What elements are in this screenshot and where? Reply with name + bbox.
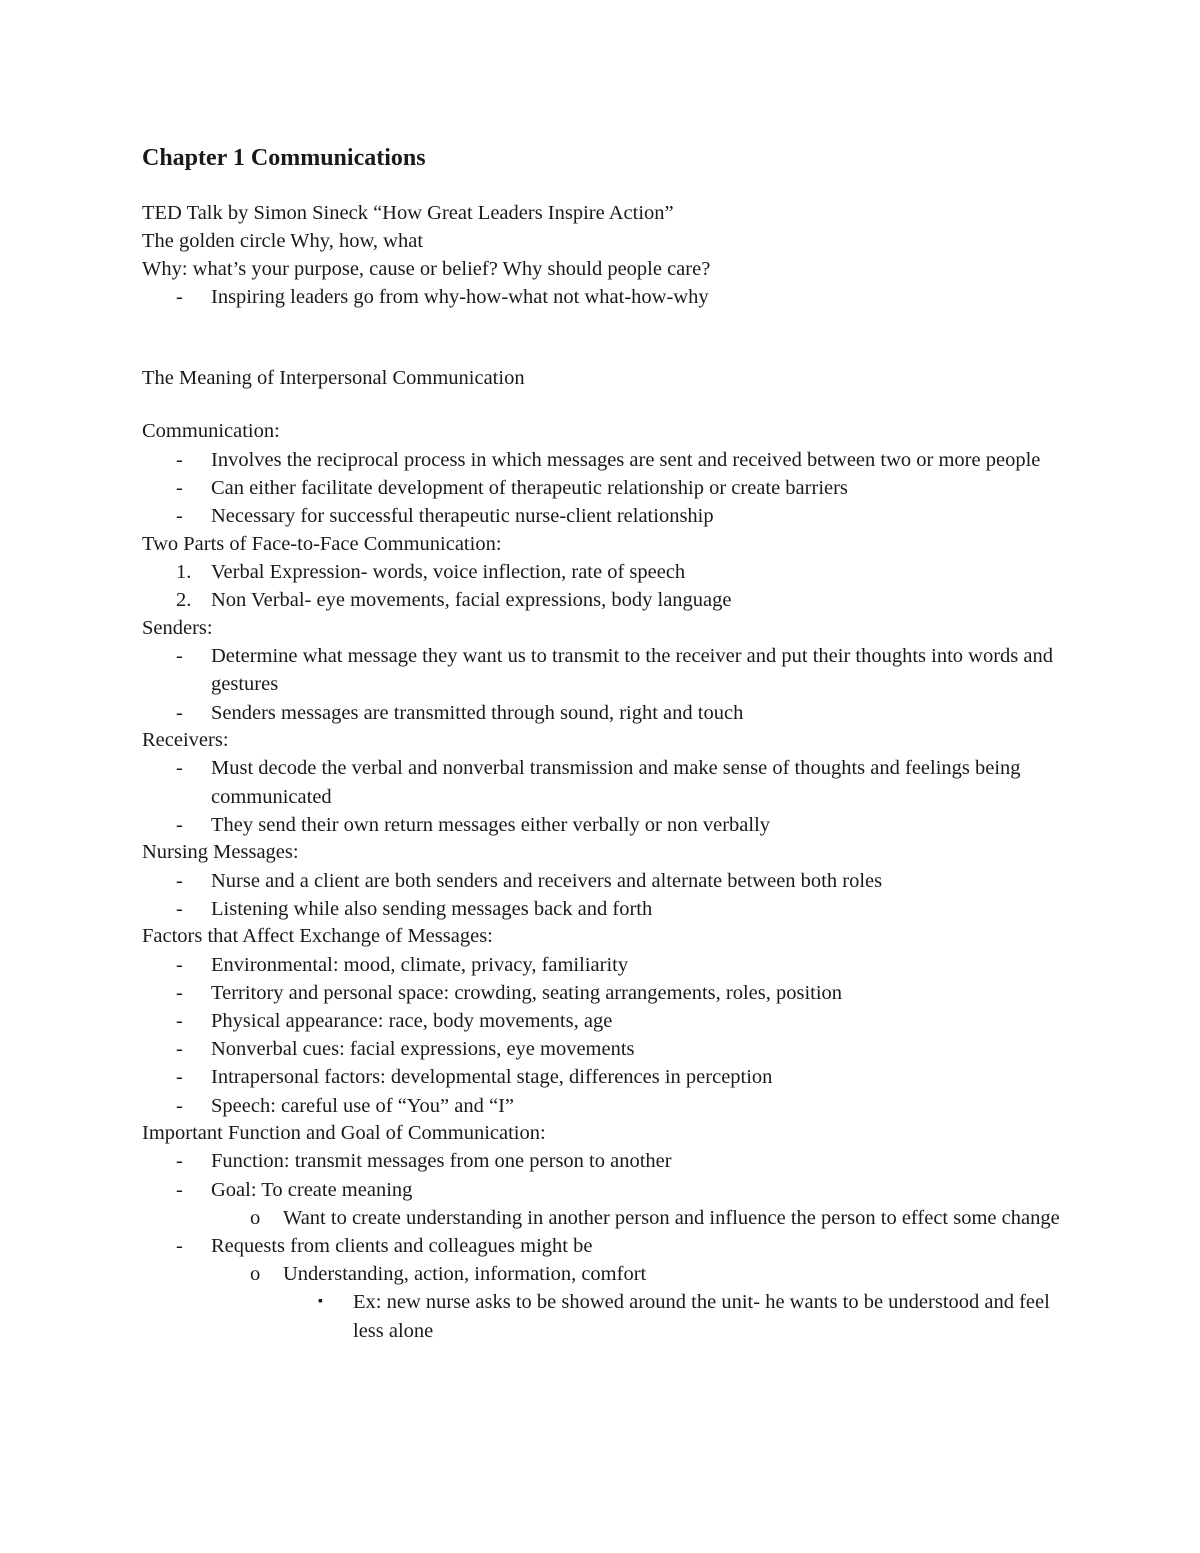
list-item-text: Involves the reciprocal process in which messages are sent and received between two or more people: [211, 448, 1041, 471]
list-item-text: Intrapersonal factors: developmental stage, differences in perception: [211, 1066, 773, 1089]
list-item: [142, 951, 1062, 979]
dash-marker: -: [176, 813, 183, 836]
receivers-heading: Receivers:: [142, 728, 229, 751]
list-item: [142, 586, 1062, 614]
list-item: [142, 446, 1062, 474]
dash-marker: -: [176, 981, 183, 1004]
sub-list-item: [142, 1204, 1062, 1232]
list-item: [142, 283, 1062, 311]
list-item-text: Non Verbal- eye movements, facial expressions, body language: [211, 589, 732, 612]
number-marker: 2.: [176, 589, 192, 612]
ted-talk-line: TED Talk by Simon Sineck “How Great Leaders Inspire Action”: [142, 202, 674, 224]
dash-marker: -: [176, 1038, 183, 1061]
sub-list-item-text: Understanding, action, information, comfort: [283, 1263, 647, 1286]
dash-marker: -: [176, 645, 183, 668]
function-goal-heading: Important Function and Goal of Communication:: [142, 1121, 546, 1144]
list-item: [142, 895, 1062, 923]
list-item-text: Must decode the verbal and nonverbal transmission and make sense of thoughts and feelings being communicated: [211, 757, 1021, 808]
list-item-text: Listening while also sending messages back and forth: [211, 897, 653, 920]
list-item-text: Territory and personal space: crowding, seating arrangements, roles, position: [211, 981, 843, 1004]
golden-circle-line: The golden circle Why, how, what: [142, 229, 424, 252]
dash-marker: -: [176, 1066, 183, 1089]
dash-marker: -: [176, 505, 183, 528]
section-heading: The Meaning of Interpersonal Communication: [142, 366, 525, 389]
list-item-text: Inspiring leaders go from why-how-what not what-how-why: [211, 286, 709, 309]
list-item-text: Nonverbal cues: facial expressions, eye movements: [211, 1038, 635, 1061]
sub-sub-list-item-text: Ex: new nurse asks to be showed around the unit- he wants to be understood and feel less alone: [353, 1291, 1050, 1342]
list-item: [142, 558, 1062, 586]
sub-list-item-text: Want to create understanding in another person and influence the person to effect some change: [283, 1206, 1060, 1229]
page-title: Chapter 1 Communications: [142, 145, 426, 171]
nursing-messages-heading: Nursing Messages:: [142, 841, 299, 863]
list-item-text: Verbal Expression- words, voice inflection, rate of speech: [211, 561, 686, 584]
dash-marker: -: [176, 1150, 183, 1173]
dash-marker: -: [176, 1010, 183, 1032]
list-item: [142, 642, 1062, 698]
number-marker: 1.: [176, 561, 192, 584]
two-parts-heading: Two Parts of Face-to-Face Communication:: [142, 532, 502, 555]
list-item-text: Senders messages are transmitted through sound, right and touch: [211, 701, 744, 724]
list-item: [142, 1063, 1062, 1091]
list-item-text: Can either facilitate development of therapeutic relationship or create barriers: [211, 477, 848, 500]
list-item-text: They send their own return messages either verbally or non verbally: [211, 813, 771, 836]
list-item: [142, 1176, 1062, 1204]
dash-marker: -: [176, 757, 183, 780]
dash-marker: -: [176, 897, 183, 920]
list-item: [142, 699, 1062, 727]
factors-heading: Factors that Affect Exchange of Messages:: [142, 925, 493, 947]
list-item: [142, 1147, 1062, 1175]
dash-marker: -: [176, 1235, 183, 1258]
sub-list-item: [142, 1260, 1062, 1288]
list-item-text: Requests from clients and colleagues might be: [211, 1235, 593, 1258]
list-item-text: Determine what message they want us to transmit to the receiver and put their thoughts into words and gestures: [211, 645, 1054, 696]
list-item: [142, 1035, 1062, 1063]
why-line: Why: what’s your purpose, cause or belief? Why should people care?: [142, 257, 711, 280]
list-item: [142, 1232, 1062, 1260]
list-item: [142, 1092, 1062, 1120]
list-item: [142, 867, 1062, 895]
list-item: [142, 811, 1062, 839]
dash-marker: -: [176, 869, 183, 892]
list-item: [142, 1007, 1062, 1035]
dash-marker: -: [176, 1094, 183, 1117]
list-item-text: Necessary for successful therapeutic nurse-client relationship: [211, 505, 714, 528]
document-page: [142, 143, 1062, 1345]
dash-marker: -: [176, 448, 183, 471]
list-item-text: Goal: To create meaning: [211, 1178, 413, 1201]
list-item: [142, 474, 1062, 502]
circle-marker: o: [250, 1263, 261, 1286]
circle-marker: o: [250, 1206, 261, 1229]
sub-sub-list-item: [142, 1288, 1062, 1344]
dash-marker: -: [176, 953, 183, 976]
communication-heading: Communication:: [142, 420, 280, 443]
dash-marker: -: [176, 701, 183, 724]
dash-marker: -: [176, 477, 183, 500]
list-item-text: Function: transmit messages from one person to another: [211, 1150, 672, 1173]
list-item-text: Environmental: mood, climate, privacy, familiarity: [211, 953, 629, 976]
list-item-text: Nurse and a client are both senders and receivers and alternate between both roles: [211, 869, 883, 892]
list-item-text: Physical appearance: race, body movements, age: [211, 1010, 613, 1032]
list-item-text: Speech: careful use of “You” and “I”: [211, 1094, 515, 1117]
list-item: [142, 979, 1062, 1007]
dash-marker: -: [176, 286, 183, 309]
list-item: [142, 502, 1062, 530]
square-bullet-icon: ▪: [318, 1294, 323, 1310]
list-item: [142, 754, 1062, 810]
dash-marker: -: [176, 1178, 183, 1201]
senders-heading: Senders:: [142, 616, 213, 639]
